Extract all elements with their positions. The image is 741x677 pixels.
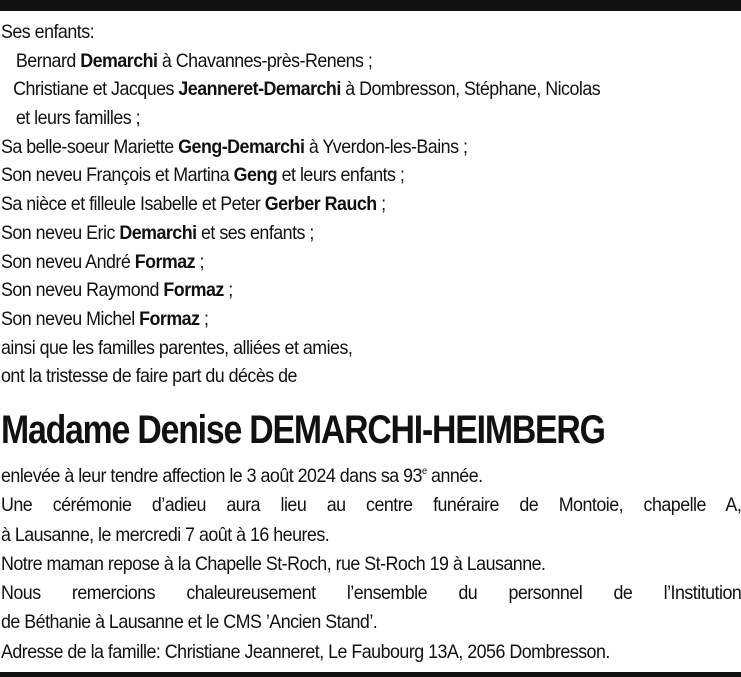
deceased-name: Madame Denise DEMARCHI-HEIMBERG [1, 408, 605, 452]
family-address: Adresse de la famille: Christiane Jeanneret, Le Faubourg 13A, 2056 Dombresson. [1, 641, 610, 663]
relative-surname: Formaz [139, 308, 200, 330]
closing-line: ainsi que les familles parentes, alliées et amies, [1, 337, 353, 359]
child-surname: Jeanneret-Demarchi [178, 79, 341, 101]
relative-surname: Demarchi [119, 222, 197, 244]
child-location-text: à Chavannes-près-Renens ; [157, 50, 373, 72]
relative-line [1, 249, 688, 278]
relative-line [1, 191, 688, 220]
ceremony-line: à Lausanne, le mercredi 7 août à 16 heures. [1, 524, 330, 546]
child-name-text: et leurs familles ; [15, 108, 141, 130]
relative-surname: Geng [233, 165, 278, 187]
thanks-line [1, 579, 741, 608]
relative-text: Son neveu Eric [1, 222, 120, 244]
child-name-text: Bernard [15, 50, 81, 72]
relative-surname: Formaz [134, 251, 196, 273]
child-line [1, 76, 688, 105]
child-surname: Demarchi [80, 50, 158, 72]
ceremony-details [1, 462, 740, 667]
relative-surname: Gerber Rauch [264, 194, 377, 216]
ceremony-line [1, 491, 741, 520]
relative-text: Son neveu Michel [1, 308, 140, 330]
child-line-continued [1, 105, 688, 134]
relative-text: Son neveu André [1, 251, 135, 273]
relative-surname: Geng-Demarchi [178, 136, 305, 158]
child-name-text: Christiane et Jacques [13, 79, 179, 101]
relative-text-after: ; [199, 308, 209, 330]
ceremony-text: Une cérémonie d’adieu aura lieu au centre funéraire de Montoie, chapelle A, [1, 495, 741, 517]
bottom-rule [0, 672, 741, 677]
relative-line [1, 306, 688, 335]
relative-line [1, 134, 688, 163]
passing-text-end: année. [426, 466, 483, 487]
relative-text-after: ; [195, 251, 204, 273]
thanks-line: de Béthanie à Lausanne et le CMS ’Ancien Stand’. [1, 612, 378, 634]
relative-text: Son neveu Raymond [1, 280, 164, 302]
relative-line [1, 162, 688, 191]
intro-line: Ses enfants: [1, 22, 95, 43]
relative-text-after: ; [223, 280, 233, 302]
family-announcement [1, 19, 740, 392]
relative-text-after: et leurs enfants ; [277, 165, 405, 187]
relative-text-after: ; [376, 194, 386, 216]
thanks-text: Nous remercions chaleureusement l’ensemble du personnel de l’Institution [1, 583, 741, 605]
relative-line [1, 277, 688, 306]
passing-text: enlevée à leur tendre affection le 3 août 2024 dans sa 93 [1, 466, 422, 487]
child-line [1, 48, 688, 77]
relative-line [1, 220, 688, 249]
relative-text: Sa nièce et filleule Isabelle et Peter [1, 194, 265, 216]
closing-line: ont la tristesse de faire part du décès de [1, 366, 297, 388]
relative-text-after: à Yverdon-les-Bains ; [304, 136, 468, 158]
passing-line [1, 462, 688, 491]
child-location-text: à Dombresson, Stéphane, Nicolas [340, 79, 601, 101]
relative-text: Son neveu François et Martina [1, 165, 234, 187]
ordinal-suffix: e [421, 466, 427, 477]
relative-text-after: et ses enfants ; [196, 222, 314, 244]
relative-surname: Formaz [163, 280, 224, 302]
top-rule [0, 0, 741, 11]
rest-line: Notre maman repose à la Chapelle St-Roch, rue St-Roch 19 à Lausanne. [1, 553, 546, 575]
relative-text: Sa belle-soeur Mariette [1, 136, 179, 158]
